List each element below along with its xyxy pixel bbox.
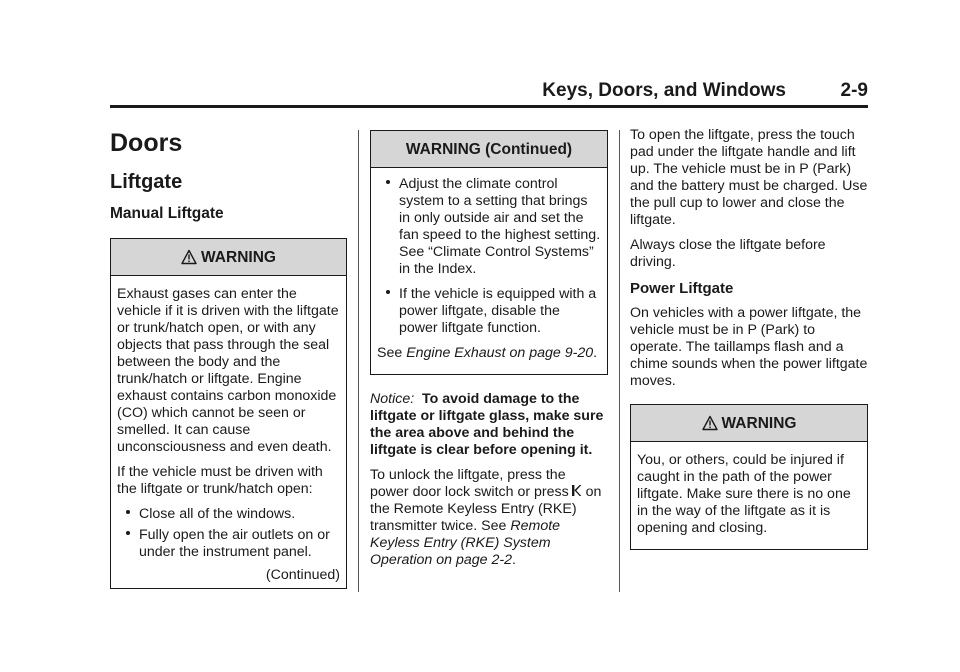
column-divider-2 [619, 130, 620, 592]
body-paragraph: To open the liftgate, press the touch pad under the liftgate handle and lift up. The vehicle must be in P (Park) and the battery must be charged. Use the pull cup to lower and close the liftgate. [630, 127, 868, 228]
bullet-item: Adjust the climate control system to a setting that brings in only outside air and set the fan speed to the highest setting. See “Climate Control Systems” in the Index. [399, 176, 601, 277]
notice-label: Notice: [370, 391, 415, 407]
header-rule [110, 105, 868, 108]
see-reference: See Engine Exhaust on page 9-20. [377, 345, 598, 361]
column-1 [110, 118, 347, 589]
warning-box-continued [370, 130, 608, 375]
bullet-item: If the vehicle is equipped with a power liftgate, disable the power liftgate function. [399, 286, 601, 337]
remote-key-icon [571, 484, 582, 497]
page-header [110, 80, 868, 104]
continued-label: (Continued) [265, 567, 340, 583]
heading-power-liftgate: Power Liftgate [630, 280, 734, 297]
warning-bullet-list [377, 176, 601, 337]
warning-body [631, 442, 867, 549]
notice-paragraph [370, 391, 608, 459]
warning-header [631, 405, 867, 442]
section-title: Keys, Doors, and Windows [542, 80, 786, 101]
warning-box-exhaust [110, 238, 347, 589]
warning-triangle-icon [702, 415, 718, 431]
heading-liftgate: Liftgate [110, 171, 183, 193]
warning-body [111, 276, 346, 588]
body-paragraph: On vehicles with a power liftgate, the vehicle must be in P (Park) to operate. The taillamps flash and a chime sounds when the power liftgate moves. [630, 305, 868, 389]
warning-header [111, 239, 346, 276]
warning-header [371, 131, 607, 168]
cross-reference-link: Engine Exhaust on page 9-20 [406, 345, 594, 361]
column-3 [630, 118, 868, 550]
warning-paragraph: Exhaust gases can enter the vehicle if it is driven with the liftgate or trunk/hatch open, or with any objects that pass through the seal between the body and the trunk/hatch or liftgate. Engine exhaust contains carbon monoxide (CO) which cannot be seen or smelled. It can cause unconsciousness and even death. [117, 286, 339, 455]
cross-reference-link: Remote Keyless Entry (RKE) System Operation on page 2-2 [370, 518, 561, 568]
bullet-item: Close all of the windows. [139, 506, 340, 523]
warning-paragraph: You, or others, could be injured if caught in the path of the power liftgate. Make sure there is no one in the way of the liftgate as it is opening and closing. [637, 452, 851, 536]
warning-box-power-liftgate [630, 404, 868, 550]
column-divider-1 [358, 130, 359, 592]
heading-manual-liftgate: Manual Liftgate [110, 205, 224, 222]
bullet-item: Fully open the air outlets on or under the instrument panel. [139, 527, 340, 561]
warning-title: WARNING [721, 414, 797, 432]
warning-triangle-icon [181, 249, 197, 265]
warning-title: WARNING (Continued) [405, 140, 573, 158]
unlock-paragraph: To unlock the liftgate, press the power door lock switch or press on the Remote Keyless Entry (RKE) transmitter twice. See Remote Keyless Entry (RKE) System Operation on page 2-2. [370, 467, 602, 568]
column-2 [370, 118, 608, 577]
warning-paragraph: If the vehicle must be driven with the liftgate or trunk/hatch open: [117, 464, 323, 497]
notice-text: To avoid damage to the liftgate or liftgate glass, make sure the area above and behind the liftgate is clear before opening it. [370, 391, 604, 458]
body-paragraph: Always close the liftgate before driving. [630, 237, 826, 270]
warning-body [371, 168, 607, 374]
warning-bullet-list [117, 506, 340, 561]
heading-doors: Doors [110, 129, 183, 157]
warning-title: WARNING [201, 248, 276, 266]
page-number: 2-9 [840, 80, 868, 101]
